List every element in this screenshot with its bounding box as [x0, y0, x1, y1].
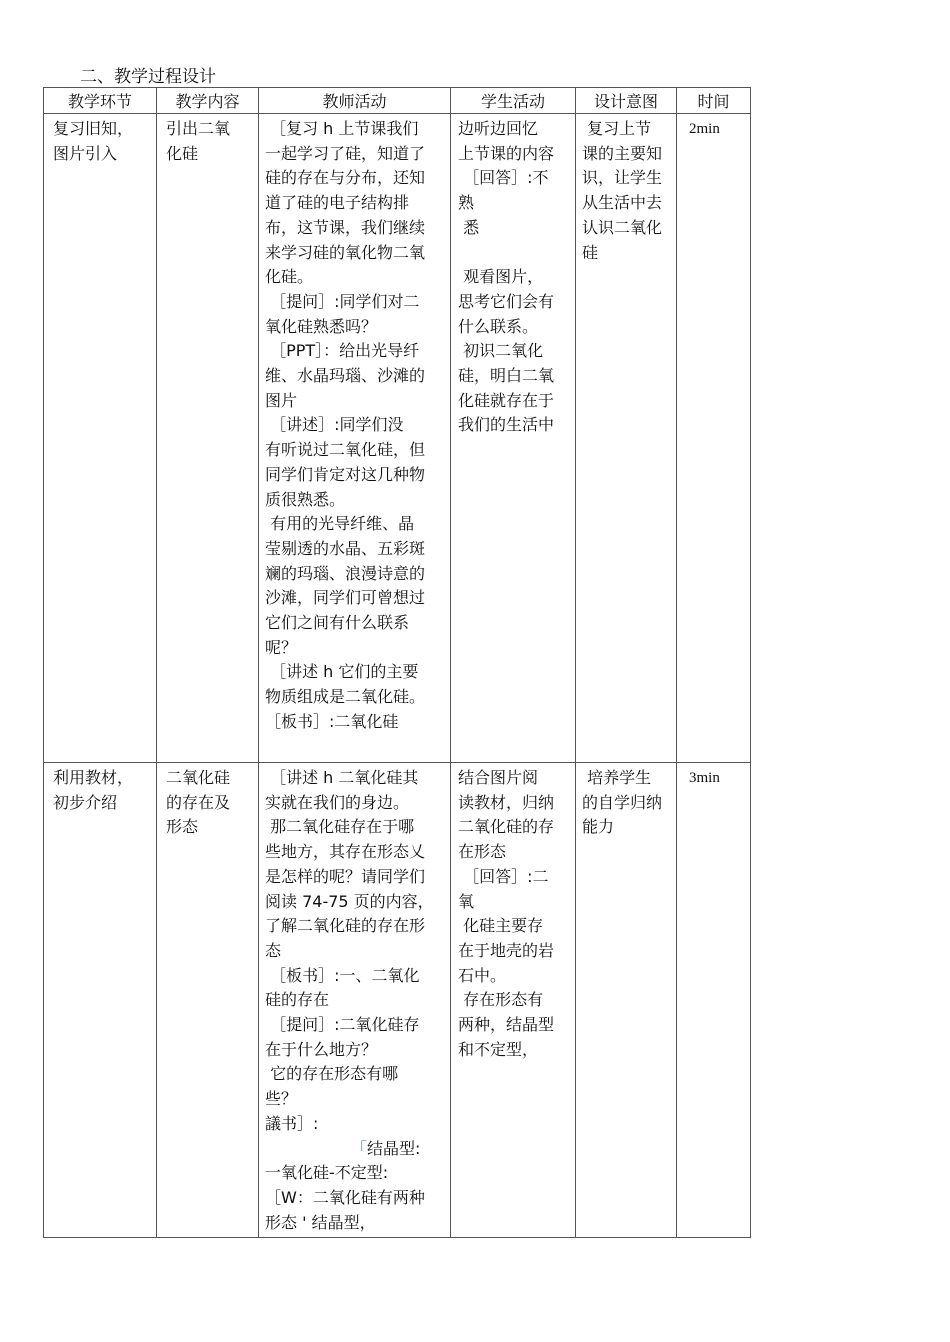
table-row [44, 763, 751, 1238]
table-header-row [44, 88, 751, 114]
header-content: 教学内容 [157, 88, 259, 114]
header-stage: 教学环节 [44, 88, 157, 114]
cell-content: 二氧化硅 的存在及 形态 [157, 763, 259, 1238]
section-title: 二、教学过程设计 [80, 67, 216, 87]
cell-student-activity: 边听边回忆 上节课的内容 ［回答］:不 熟 悉 观看图片， 思考它们会有 什么联系。 初识二氧化 硅，明白二氧 化硅就存在于 我们的生活中 [451, 114, 576, 763]
cell-time: 2min [677, 114, 751, 763]
header-teacher-activity: 教师活动 [259, 88, 451, 114]
cell-teacher-activity: ［复习 h 上节课我们 一起学习了硅，知道了 硅的存在与分布，还知 道了硅的电子结构排 布，这节课，我们继续 来学习硅的氧化物二氧 化硅。 ［提问］:同学们对二 氧化硅熟悉吗？ ［PPT］：给出光导纤 维、水晶玛瑙、沙滩的 图片 ［讲述］:同学们没 有听说过二氧化硅，但 同学们肯定对这几种物 质很熟悉。 有用的光导纤维、晶 莹剔透的水晶、五彩斑 斓的玛瑙、浪漫诗意的 沙滩，同学们可曾想过 它们之间有什么联系 呢？ ［讲述 h 它们的主要 物质组成是二氧化硅。 ［板书］:二氧化硅 [259, 114, 451, 763]
cell-content: 引出二氧 化硅 [157, 114, 259, 763]
header-student-activity: 学生活动 [451, 88, 576, 114]
cell-teacher-activity: ［讲述 h 二氧化硅其 实就在我们的身边。 那二氧化硅存在于哪 些地方，其存在形态乂 是怎样的呢？请同学们 阅读 74-75 页的内容， 了解二氧化硅的存在形 态 ［板书］:一、二氧化 硅的存在 ［提问］:二氧化硅存 在于什么地方？ 它的存在形态有哪 些？ 議书］: 「结晶型: 一氧化硅-不定型: ［W：二氧化硅有两种 形态 ' 结晶型， [259, 763, 451, 1238]
cell-stage: 利用教材， 初步介绍 [44, 763, 157, 1238]
lesson-plan-table [43, 87, 751, 1238]
header-design-intent: 设计意图 [576, 88, 677, 114]
cell-design-intent: 复习上节 课的主要知 识，让学生 从生活中去 认识二氧化 硅 [576, 114, 677, 763]
table-row [44, 114, 751, 763]
cell-design-intent: 培养学生 的自学归纳 能力 [576, 763, 677, 1238]
board-crystalline-text: 结晶型: [367, 1138, 421, 1158]
cell-time: 3min [677, 763, 751, 1238]
cell-student-activity: 结合图片阅 读教材，归纳 二氧化硅的存 在形态 ［回答］:二 氧 化硅主要存 在于地壳的岩 石中。 存在形态有 两种，结晶型 和不定型， [451, 763, 576, 1238]
board-bracket-line [259, 1137, 450, 1162]
bracket-mark: 「 [351, 1138, 368, 1158]
cell-stage: 复习旧知， 图片引入 [44, 114, 157, 763]
header-time: 时间 [677, 88, 751, 114]
